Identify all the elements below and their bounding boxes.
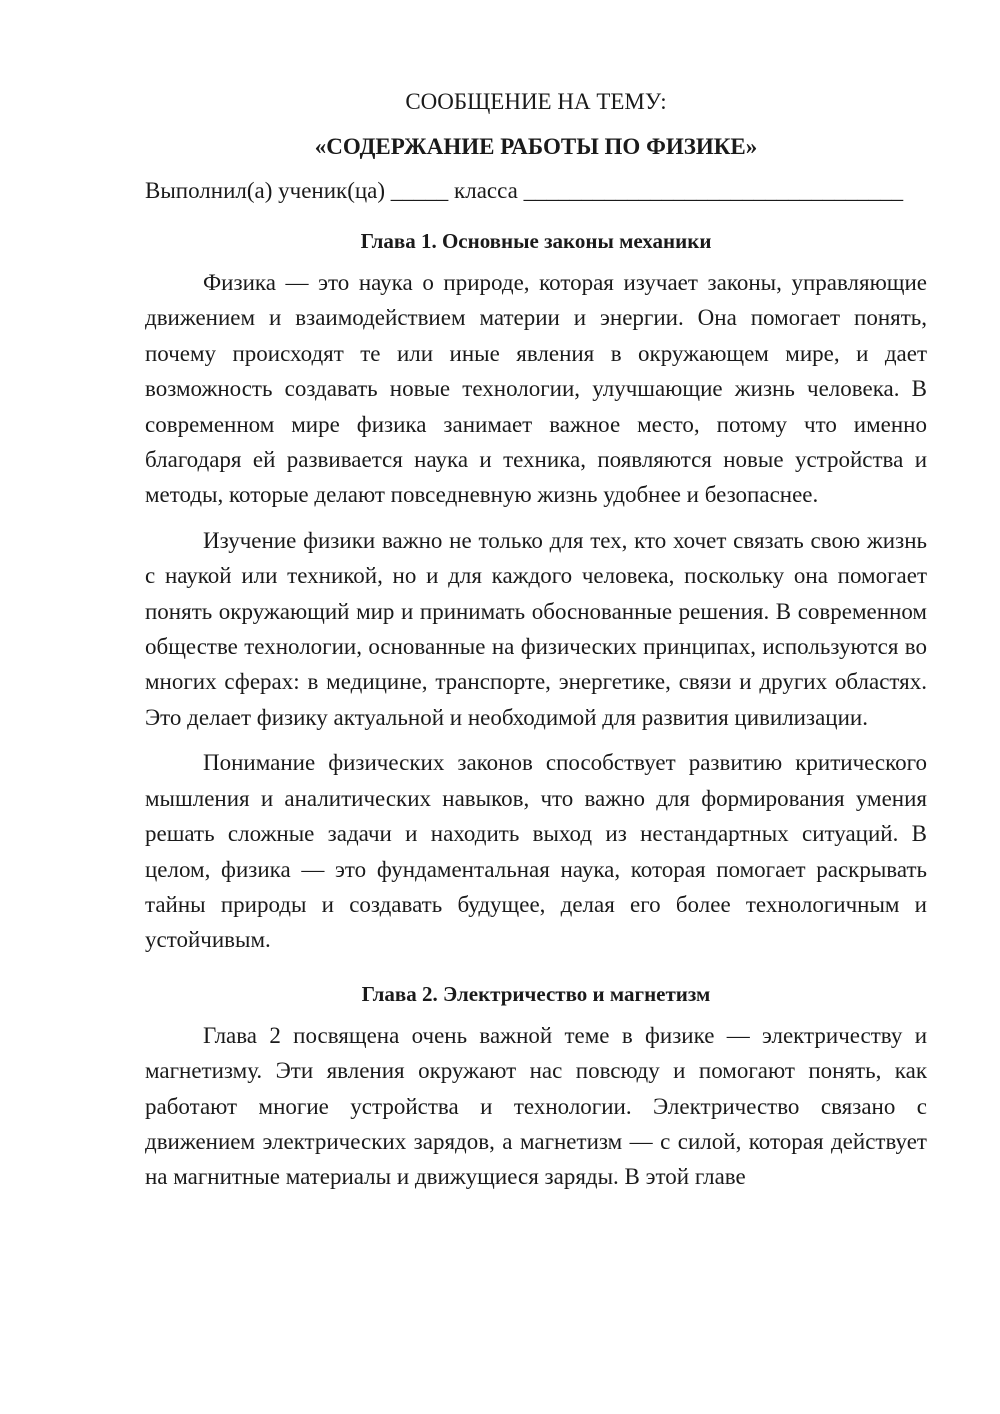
chapter-2-heading: Глава 2. Электричество и магнетизм xyxy=(361,981,711,1006)
chapter-1-paragraph-1: Физика — это наука о природе, которая изучает законы, управляющие движением и взаимодействием материи и энергии. Она помогает понять, почему происходят те или иные явления в окружающем мире, и дает возможность создавать новые технологии, улучшающие жизнь человека. В современном мире физика занимает важное место, потому что именно благодаря ей развивается наука и техника, появляются новые устройства и методы, которые делают повседневную жизнь удобнее и безопаснее. xyxy=(145,270,927,508)
document-page xyxy=(145,88,927,1205)
author-line: Выполнил(а) ученик(ца) _____ класса _________________________________ xyxy=(145,178,904,203)
document-title-line1: СООБЩЕНИЕ НА ТЕМУ: xyxy=(405,89,667,114)
chapter-1-paragraph-2: Изучение физики важно не только для тех, кто хочет связать свою жизнь с наукой или техникой, но и для каждого человека, поскольку она помогает понять окружающий мир и принимать обоснованные решения. В современном обществе технологии, основанные на физических принципах, используются во многих сферах: в медицине, транспорте, энергетике, связи и других областях. Это делает физику актуальной и необходимой для развития цивилизации. xyxy=(145,527,927,730)
chapter-2-paragraph-1: Глава 2 посвящена очень важной теме в физике — электричеству и магнетизму. Эти явления окружают нас повсюду и помогают понять, как работают многие устройства и технологии. Электричество связано с движением электрических зарядов, а магнетизм — с силой, которая действует на магнитные материалы и движущиеся заряды. В этой главе xyxy=(145,1022,927,1190)
chapter-1-paragraph-3: Понимание физических законов способствует развитию критического мышления и аналитических навыков, что важно для формирования умения решать сложные задачи и находить выход из нестандартных ситуаций. В целом, физика — это фундаментальная наука, которая помогает раскрывать тайны природы и создавать будущее, делая его более технологичным и устойчивым. xyxy=(145,750,927,953)
chapter-1-heading: Глава 1. Основные законы механики xyxy=(360,229,712,253)
document-title-line2: «СОДЕРЖАНИЕ РАБОТЫ ПО ФИЗИКЕ» xyxy=(314,134,758,159)
